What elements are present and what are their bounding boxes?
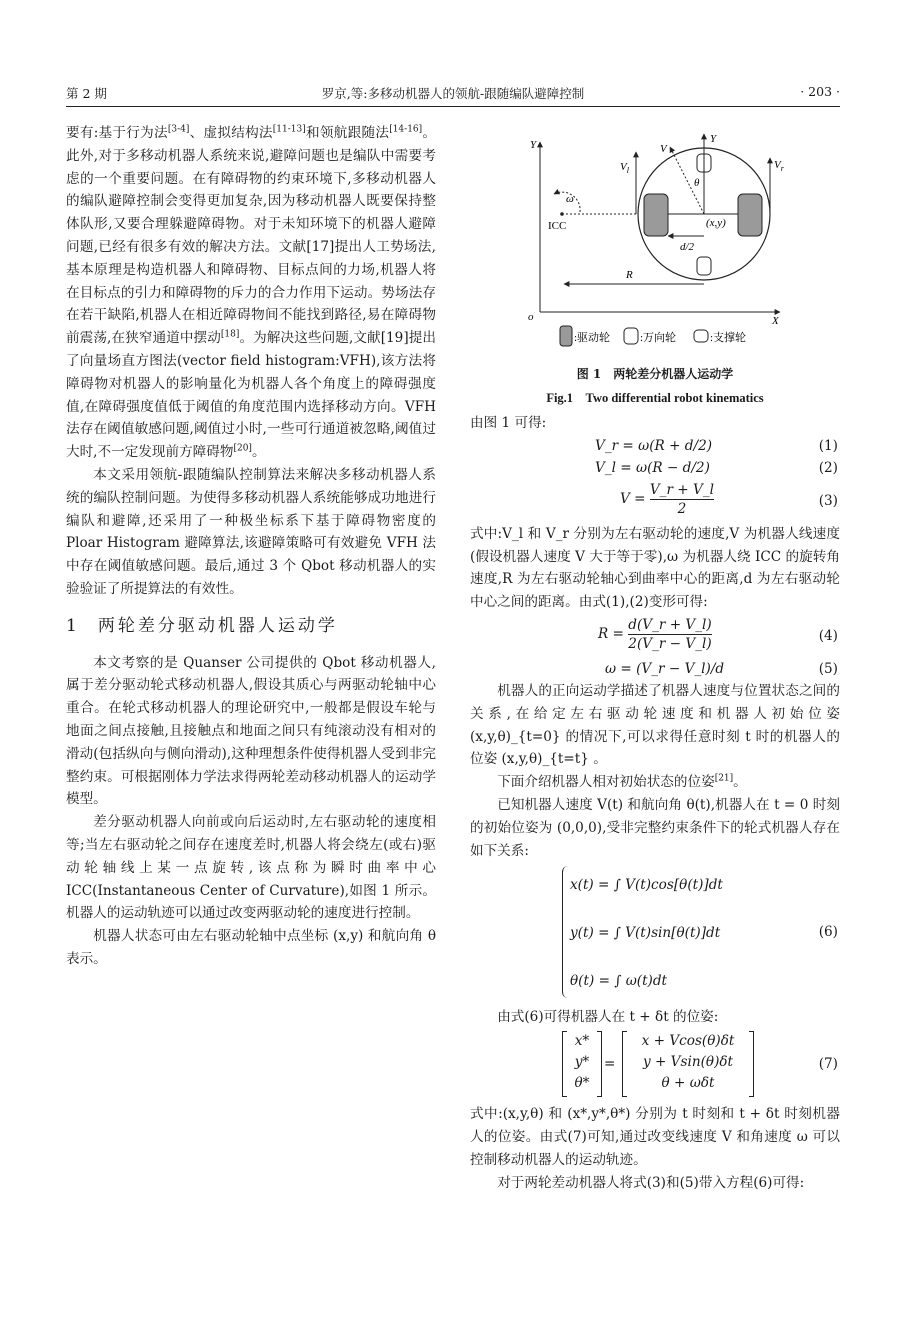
figure-caption-en: Fig.1 Two differential robot kinematics — [546, 391, 764, 405]
running-header — [66, 84, 840, 107]
icc-label: ICC — [548, 220, 567, 232]
x-axis-label: X — [772, 315, 779, 327]
paragraph-definitions: 式中:V_l 和 V_r 分别为左右驱动轮的速度,V 为机器人线速度(假设机器人速度 V 大于等于零),ω 为机器人绕 ICC 的旋转角速度,R 为左右驱动轮轴心到曲率中心的距离,d 为左右驱动轮中心之间的距离。由式(1),(2)变形可得: — [470, 525, 840, 611]
equation-6: x(t) = ∫ V(t)cos[θ(t)]dt y(t) = ∫ V(t)sin[θ(t)]dt θ(t) = ∫ ω(t)dt (6) — [470, 866, 840, 1006]
paragraph-pose-intro: 下面介绍机器人相对初始状态的位姿[21]。 — [497, 773, 747, 791]
position-label: (x,y) — [706, 217, 726, 229]
legend-support-swatch — [694, 330, 708, 342]
equation-1: V_r = ω(R + d/2) (1) — [595, 437, 838, 454]
paragraph-forward-kinematics: 机器人的正向运动学描述了机器人速度与位置状态之间的关系,在给定左右驱动轮速度和机器人初始位姿 (x,y,θ)_{t=0} 的情况下,可以求得任意时刻 t 时的机器人的位姿 (x,y,θ)_{t=t} 。 — [470, 682, 840, 768]
support-wheel — [697, 257, 711, 275]
page-number: · 203 · — [800, 84, 840, 99]
legend-drive: :驱动轮 — [574, 332, 611, 344]
section-heading: 1 两轮差分驱动机器人运动学 — [66, 615, 338, 636]
paragraph-methods-survey: 要有:基于行为法[3-4]、虚拟结构法[11-13]和领航跟随法[14-16]。此外,对于多移动机器人系统来说,避障问题也是编队中需要考虑的一个重要问题。在有障碍物的约束环境下,多移动机器人的编队避障控制会变得更加复杂,因为移动机器人既要保持整体队形,又要合理躲避障碍物。对于未知环境下的机器人避障问题,已经有很多有效的解决方法。文献[17]提出人工势场法,基本原理是构造机器人和障碍物、目标点间的力场,机器人将在目标点的引力和障碍物的斥力的合力作用下运动。势场法存在若干缺陷,机器人在相近障碍物间不能找到路径,易在障碍物前震荡,在狭窄通道中摆动[18]。为解决这些问题,文献[19]提出了向量场直方图法(vector field histogram:VFH),该方法将障碍物对机器人的影响量化为机器人各个角度上的障碍强度值,在障碍强度值低于阈值的角度范围内选择移动方向。VFH 法存在阈值敏感问题,阈值过小时,一些可行通道被忽略,阈值过大时,不一定发现前方障碍物[20]。 — [66, 124, 437, 461]
paragraph-approach: 本文采用领航-跟随编队控制算法来解决多移动机器人系统的编队控制问题。为使得多移动机器人系统能够成功地进行编队和避障,还采用了一种极坐标系下基于障碍物密度的 Ploar Histogram 避障算法,该避障策略可有效避免 VFH 法中存在阈值敏感问题。最后,通过 3 个 Qbot 移动机器人的实验验证了所提算法的有效性。 — [66, 466, 436, 597]
paragraph-state: 机器人状态可由左右驱动轮轴中点坐标 (x,y) 和航向角 θ 表示。 — [66, 928, 436, 967]
left-drive-wheel — [644, 194, 668, 236]
paragraph-substitute: 对于两轮差动机器人将式(3)和(5)带入方程(6)可得: — [497, 1174, 805, 1191]
y-axis-label: Y — [530, 139, 537, 151]
equation-5: ω = (V_r − V_l)/d (5) — [605, 660, 838, 677]
paragraph-qbot: 本文考察的是 Quanser 公司提供的 Qbot 移动机器人,属于差分驱动轮式移动机器人,假设其质心与两驱动轮轴中心重合。在轮式移动机器人的理论研究中,一般都是假设车轮与地面之间点接触,且接触点和地面之间只有纯滚动没有相对的滑动(包括纵向与侧向滑动),这种理想条件使得机器人受到非完整约束。可根据刚体力学法求得两轮差动移动机器人的运动学模型。 — [66, 654, 436, 808]
paragraph-icc: 差分驱动机器人向前或向后运动时,左右驱动轮的速度相等;当左右驱动轮之间存在速度差时,机器人将会绕左(或右)驱动轮轴线上某一点旋转,该点称为瞬时曲率中心 ICC(Instantaneous Center of Curvature),如图 1 所示。机器人的运动轨迹可以通过改变两驱动轮的速度进行控制。 — [66, 814, 436, 922]
legend-caster: :万向轮 — [640, 332, 677, 344]
omega-label: ω — [566, 193, 574, 205]
legend-drive-swatch — [560, 326, 572, 346]
vr-label: $V_r$ — [774, 159, 784, 173]
issue-number: 第 2 期 — [66, 86, 107, 101]
paragraph-next-pose: 由式(6)可得机器人在 t + δt 的位姿: — [497, 1009, 719, 1026]
left-column — [66, 122, 436, 971]
equation-2: V_l = ω(R − d/2) (2) — [595, 459, 838, 476]
vl-label: $V_l$ — [620, 161, 629, 175]
paragraph-pose-meaning: 式中:(x,y,θ) 和 (x*,y*,θ*) 分别为 t 时刻和 t + δt 时刻机器人的位姿。由式(7)可知,通过改变线速度 V 和角速度 ω 可以控制移动机器人的运动轨迹。 — [470, 1106, 840, 1168]
right-column — [470, 412, 840, 1194]
robot-y-label: Y — [710, 133, 717, 145]
equation-4: R = $\frac{d(V\_r + V\_l)}{2(V\_r - V\_l)}$ (4) — [598, 616, 838, 652]
half-track-label: d/2 — [680, 241, 695, 253]
running-title: 罗京,等:多移动机器人的领航-跟随编队避障控制 — [321, 86, 585, 101]
paragraph-known-velocity: 已知机器人速度 V(t) 和航向角 θ(t),机器人在 t = 0 时刻的初始位姿为 (0,0,0),受非完整约束条件下的轮式机器人存在如下关系: — [470, 796, 840, 859]
paragraph-from-fig: 由图 1 可得: — [470, 415, 547, 431]
right-drive-wheel — [738, 194, 762, 236]
icc-point — [560, 212, 564, 216]
equation-7: x* y* θ* = x + Vcos(θ)δt y + Vsin(θ)δt θ + ωδt (7) — [470, 1031, 840, 1103]
legend-caster-swatch — [624, 328, 638, 344]
robot-kinematics-figure — [518, 122, 798, 362]
theta-label: θ — [694, 177, 700, 189]
figure-caption-cn: 图 1 两轮差分机器人运动学 — [576, 367, 734, 381]
radius-label: R — [626, 269, 633, 281]
equation-3: V = $\frac{V\_r + V\_l}{2}$ (3) — [620, 481, 838, 517]
origin-label: o — [528, 311, 534, 323]
legend-support: :支撑轮 — [710, 332, 747, 344]
velocity-label: V — [660, 143, 667, 155]
